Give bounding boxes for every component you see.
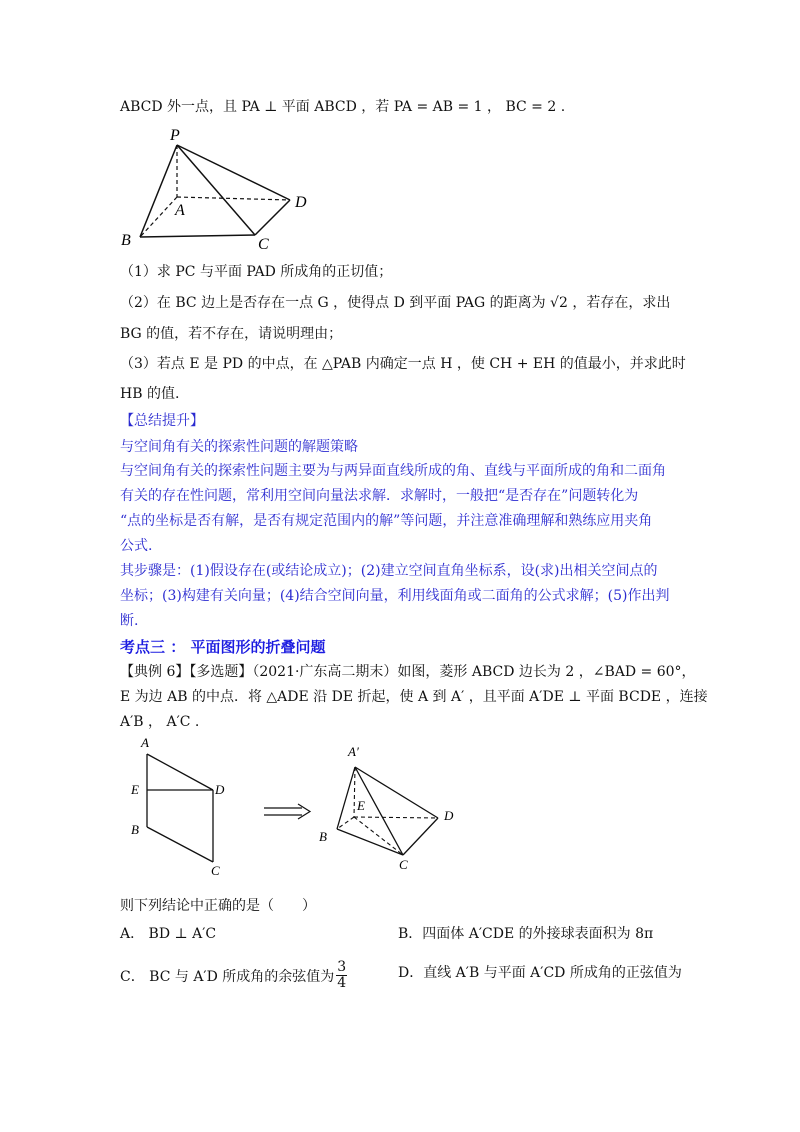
question-3-line-1: （3）若点 E 是 PD 的中点，在 △PAB 内确定一点 H ，使 CH + EH 的值最小，并求此时: [120, 356, 686, 372]
choice-question: 则下列结论中正确的是（ ）: [120, 898, 316, 914]
option-c-numerator: 3: [337, 959, 347, 975]
option-c-fraction: [336, 960, 347, 991]
summary-steps-1: 其步骤是：(1)假设存在(或结论成立)；(2)建立空间直角坐标系，设(求)出相关空间点的: [120, 563, 658, 579]
option-c-text: C． BC 与 A′D 所成角的余弦值为: [120, 968, 335, 985]
label-D: D: [444, 808, 454, 823]
summary-title: 【总结提升】: [120, 413, 204, 429]
label-A: A: [175, 202, 185, 219]
section-heading: 考点三 ： 平面图形的折叠问题: [120, 638, 326, 656]
label-C: C: [211, 863, 220, 878]
label-E: E: [131, 782, 139, 797]
label-B: B: [319, 829, 327, 844]
question-2-line-2: BG 的值，若不存在，请说明理由；: [120, 326, 343, 342]
option-b: B．四面体 A′CDE 的外接球表面积为 8π: [398, 926, 654, 942]
figure-rhombus: [125, 732, 245, 882]
question-2-line-1: （2）在 BC 边上是否存在一点 G ，使得点 D 到平面 PAG 的距离为 √2 ，若存在，求出: [120, 295, 671, 311]
summary-paragraph-1: 与空间角有关的探索性问题主要为与两异面直线所成的角、直线与平面所成的角和二面角: [120, 463, 666, 479]
option-d: D．直线 A′B 与平面 A′CD 所成角的正弦值为: [398, 965, 682, 981]
figure-folded: [315, 738, 465, 873]
label-A: A: [141, 735, 149, 750]
example-6-line-3: A′B ， A′C .: [120, 714, 200, 730]
question-1: （1）求 PC 与平面 PAD 所成角的正切值；: [120, 264, 393, 280]
option-a: A． BD ⊥ A′C: [120, 926, 217, 942]
fold-arrow-icon: [262, 802, 314, 822]
summary-paragraph-2: 有关的存在性问题，常利用空间向量法求解．求解时，一般把“是否存在”问题转化为: [120, 488, 639, 504]
summary-paragraph-3: “点的坐标是否有解，是否有规定范围内的解”等问题，并注意准确理解和熟练应用夹角: [120, 513, 653, 529]
figure-pyramid: [115, 125, 315, 255]
label-B: B: [121, 232, 131, 249]
option-c-denominator: 4: [337, 975, 347, 991]
question-3-line-2: HB 的值.: [120, 386, 180, 402]
option-c: [120, 960, 347, 991]
label-A-prime: A′: [348, 744, 359, 759]
label-B: B: [131, 822, 139, 837]
summary-paragraph-4: 公式.: [120, 538, 153, 554]
summary-steps-2: 坐标；(3)构建有关向量；(4)结合空间向量，利用线面角或二面角的公式求解；(5)作出判: [120, 588, 670, 604]
label-D: D: [295, 194, 307, 211]
label-P: P: [170, 127, 180, 144]
summary-subtitle: 与空间角有关的探索性问题的解题策略: [120, 439, 358, 455]
label-E: E: [357, 798, 365, 813]
label-C: C: [399, 857, 408, 872]
label-D: D: [215, 782, 225, 797]
intro-text: ABCD 外一点，且 PA ⊥ 平面 ABCD ，若 PA = AB = 1 ， BC = 2 .: [120, 99, 566, 115]
example-6-line-2: E 为边 AB 的中点．将 △ADE 沿 DE 折起，使 A 到 A′ ，且平面 A′DE ⊥ 平面 BCDE ，连接: [120, 689, 708, 705]
label-C: C: [258, 236, 269, 253]
summary-steps-3: 断.: [120, 613, 139, 629]
example-6-line-1: 【典例 6】【多选题】（2021·广东高二期末）如图，菱形 ABCD 边长为 2 ，∠BAD = 60°，: [120, 664, 696, 680]
